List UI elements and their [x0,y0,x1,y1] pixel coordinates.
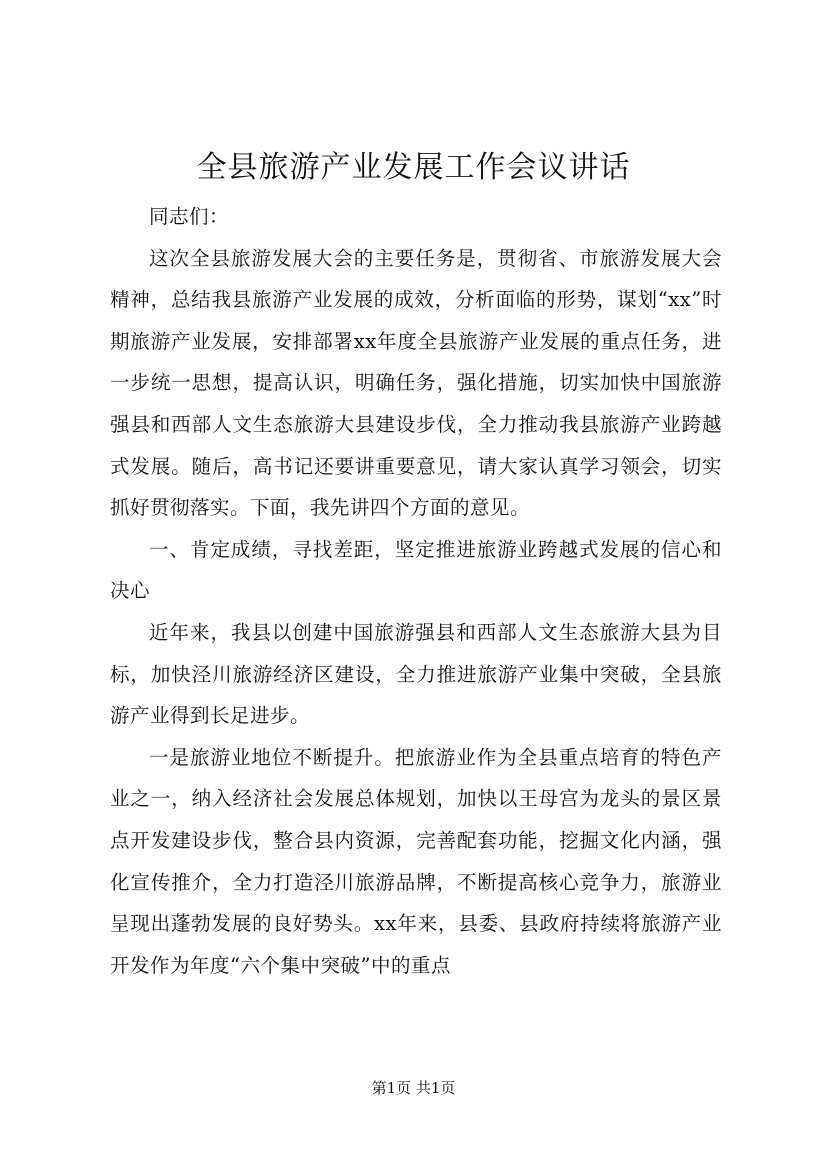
paragraph-achievements: 近年来，我县以创建中国旅游强县和西部人文生态旅游大县为目标，加快泾川旅游经济区建设，全力推进旅游产业集中突破，全县旅游产业得到长足进步。 [110,620,722,728]
document-body [110,196,722,986]
paragraph-intro: 这次全县旅游发展大会的主要任务是，贯彻省、市旅游发展大会精神，总结我县旅游产业发展的成效，分析面临的形势，谋划“xx”时期旅游产业发展，安排部署xx年度全县旅游产业发展的重点任务，进一步统一思想，提高认识，明确任务，强化措施，切实加快中国旅游强县和西部人文生态旅游大县建设步伐，全力推动我县旅游产业跨越式发展。随后，高书记还要讲重要意见，请大家认真学习领会，切实抓好贯彻落实。下面，我先讲四个方面的意见。 [110,246,722,520]
section-heading: 一、肯定成绩，寻找差距，坚定推进旅游业跨越式发展的信心和决心 [110,537,722,603]
page-title: 全县旅游产业发展工作会议讲话 [196,150,631,185]
paragraph-status: 一是旅游业地位不断提升。把旅游业作为全县重点培育的特色产业之一，纳入经济社会发展总体规划，加快以王母宫为龙头的景区景点开发建设步伐，整合县内资源，完善配套功能，挖掘文化内涵，强化宣传推介，全力打造泾川旅游品牌，不断提高核心竞争力，旅游业呈现出蓬勃发展的良好势头。xx年来，县委、县政府持续将旅游产业开发作为年度“六个集中突破”中的重点 [110,745,722,977]
salutation: 同志们： [149,205,230,228]
page-number-footer: 第1页 共1页 [371,1079,456,1097]
